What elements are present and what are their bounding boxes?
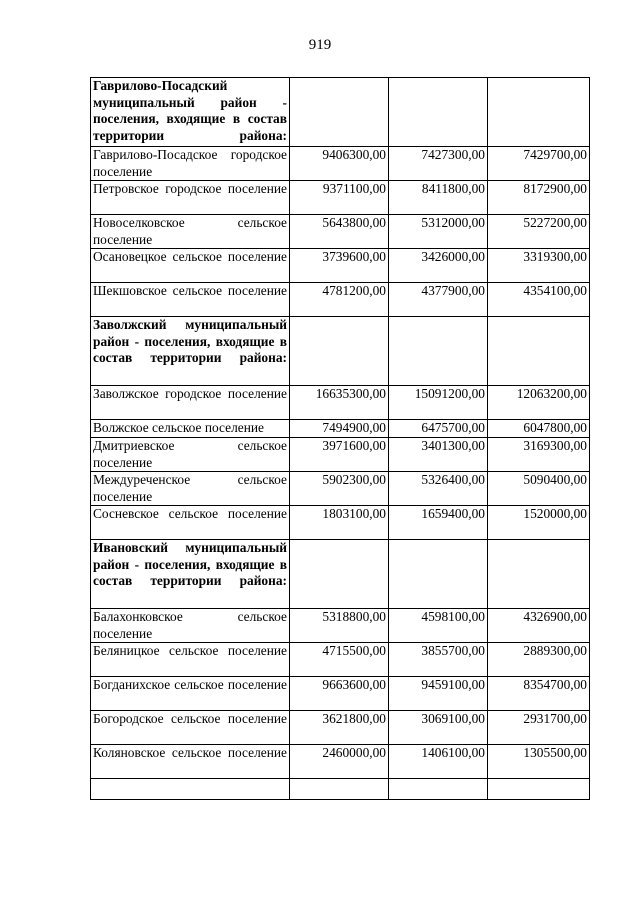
settlement-name: Шекшовское сельское поселение: [91, 283, 290, 317]
table-row: [91, 472, 590, 506]
table-row: [91, 711, 590, 745]
value-year-1: 2460000,00: [290, 745, 389, 779]
settlement-name: Богданихское сельское поселение: [91, 677, 290, 711]
value-year-3: 8354700,00: [488, 677, 590, 711]
value-year-3: 7429700,00: [488, 147, 590, 181]
section-header: Ивановский муниципальный район - поселения, входящие в состав территории района:: [91, 540, 290, 609]
value-year-3: 4326900,00: [488, 609, 590, 643]
settlement-name: Междуреченское сельское поселение: [91, 472, 290, 506]
table-row-blank: [91, 779, 590, 800]
section-header: Заволжский муниципальный район - поселения, входящие в состав территории района:: [91, 317, 290, 386]
value-year-3: 5227200,00: [488, 215, 590, 249]
table-row: [91, 147, 590, 181]
value-year-3: 5090400,00: [488, 472, 590, 506]
value-year-3: 8172900,00: [488, 181, 590, 215]
value-year-2: 1406100,00: [389, 745, 488, 779]
settlement-name: Волжское сельское поселение: [91, 420, 290, 438]
section-header: Гаврилово-Посадский муниципальный район - поселения, входящие в состав территории района:: [91, 78, 290, 147]
settlement-name: Коляновское сельское поселение: [91, 745, 290, 779]
value-year-1: 5318800,00: [290, 609, 389, 643]
section-header-row: [91, 317, 590, 386]
section-header-row: [91, 540, 590, 609]
table-row: [91, 386, 590, 420]
value-year-3: 2889300,00: [488, 643, 590, 677]
value-year-3: 4354100,00: [488, 283, 590, 317]
value-year-2: 4598100,00: [389, 609, 488, 643]
settlement-name: Дмитриевское сельское поселение: [91, 438, 290, 472]
value-year-2: 1659400,00: [389, 506, 488, 540]
value-year-1: 7494900,00: [290, 420, 389, 438]
value-year-2: 9459100,00: [389, 677, 488, 711]
table-row: [91, 677, 590, 711]
settlement-name: Беляницкое сельское поселение: [91, 643, 290, 677]
value-year-1: 3739600,00: [290, 249, 389, 283]
settlement-name: Балахонковское сельское поселение: [91, 609, 290, 643]
value-year-3: 2931700,00: [488, 711, 590, 745]
settlement-name: Богородское сельское поселение: [91, 711, 290, 745]
value-year-1: 9663600,00: [290, 677, 389, 711]
value-year-3: 1305500,00: [488, 745, 590, 779]
settlement-name: Гаврилово-Посадское городское поселение: [91, 147, 290, 181]
table-row: [91, 283, 590, 317]
value-year-1: 3621800,00: [290, 711, 389, 745]
table-row: [91, 420, 590, 438]
value-year-2: 4377900,00: [389, 283, 488, 317]
value-year-1: 1803100,00: [290, 506, 389, 540]
value-year-1: 3971600,00: [290, 438, 389, 472]
value-year-1: 4781200,00: [290, 283, 389, 317]
table-row: [91, 745, 590, 779]
settlement-name: Сосневское сельское поселение: [91, 506, 290, 540]
page-number: 919: [308, 37, 332, 53]
table-row: [91, 249, 590, 283]
value-year-2: 3426000,00: [389, 249, 488, 283]
value-year-2: 15091200,00: [389, 386, 488, 420]
value-year-3: 12063200,00: [488, 386, 590, 420]
table-row: [91, 181, 590, 215]
value-year-3: 3319300,00: [488, 249, 590, 283]
value-year-3: 1520000,00: [488, 506, 590, 540]
table-row: [91, 438, 590, 472]
value-year-1: 5643800,00: [290, 215, 389, 249]
value-year-3: 6047800,00: [488, 420, 590, 438]
budget-table: [90, 77, 590, 800]
value-year-2: 3401300,00: [389, 438, 488, 472]
value-year-1: 16635300,00: [290, 386, 389, 420]
value-year-1: 9371100,00: [290, 181, 389, 215]
value-year-2: 5312000,00: [389, 215, 488, 249]
value-year-2: 8411800,00: [389, 181, 488, 215]
value-year-2: 3069100,00: [389, 711, 488, 745]
settlement-name: Заволжское городское поселение: [91, 386, 290, 420]
value-year-3: 3169300,00: [488, 438, 590, 472]
table-row: [91, 643, 590, 677]
value-year-2: 3855700,00: [389, 643, 488, 677]
value-year-1: 5902300,00: [290, 472, 389, 506]
table-row: [91, 506, 590, 540]
value-year-2: 5326400,00: [389, 472, 488, 506]
value-year-2: 6475700,00: [389, 420, 488, 438]
settlement-name: Осановецкое сельское поселение: [91, 249, 290, 283]
settlement-name: Петровское городское поселение: [91, 181, 290, 215]
table-row: [91, 215, 590, 249]
table-row: [91, 609, 590, 643]
section-header-row: [91, 78, 590, 147]
value-year-2: 7427300,00: [389, 147, 488, 181]
value-year-1: 9406300,00: [290, 147, 389, 181]
value-year-1: 4715500,00: [290, 643, 389, 677]
settlement-name: Новоселковское сельское поселение: [91, 215, 290, 249]
